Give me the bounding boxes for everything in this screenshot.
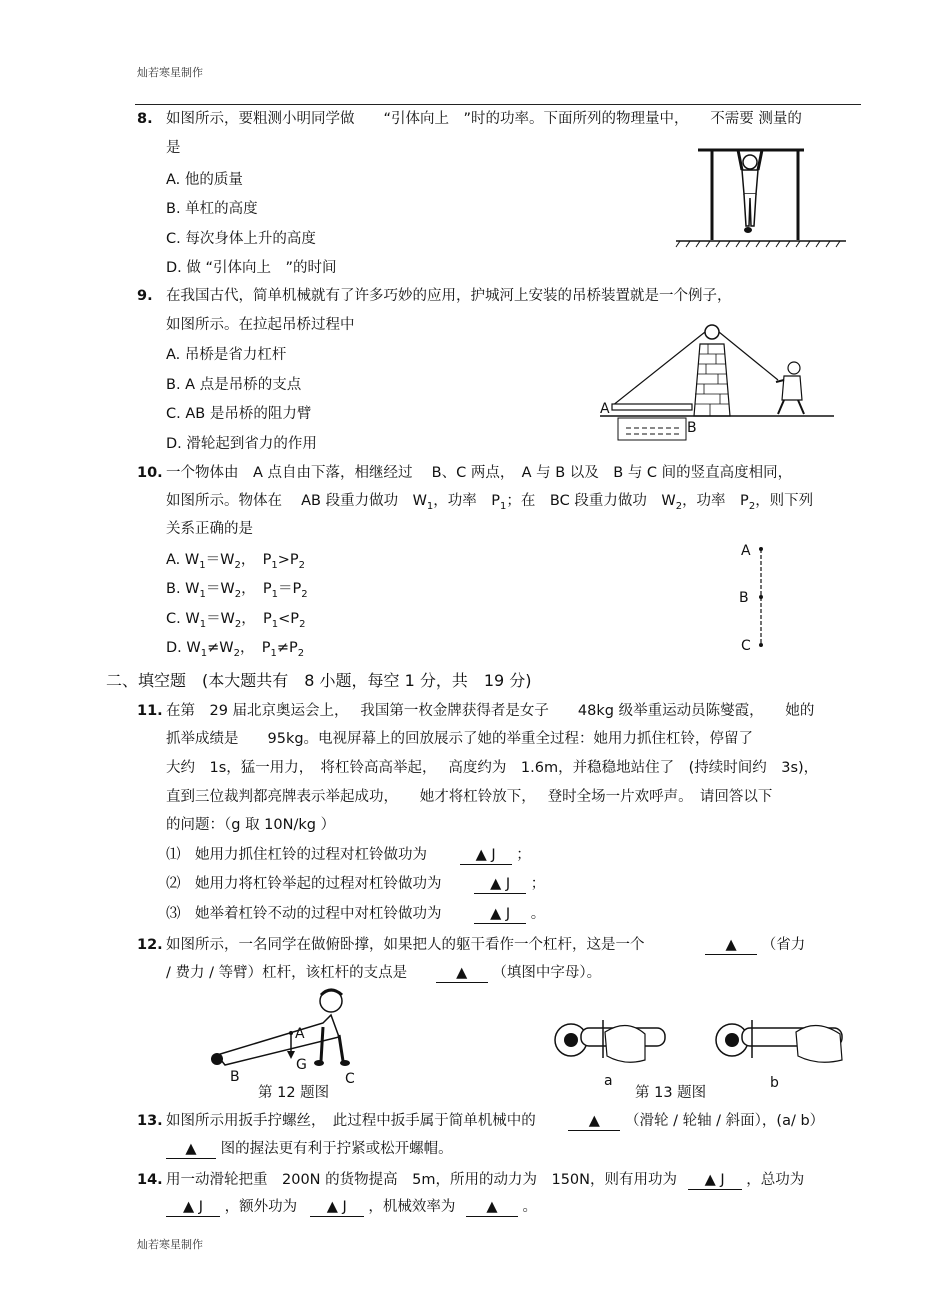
sub-question-text: ⑴ 她用力抓住杠铃的过程对杠铃做功为 <box>166 847 427 863</box>
text: （省力 <box>761 937 806 953</box>
answer-blank[interactable]: ▲ J <box>310 1198 364 1217</box>
option-d: D. 做 “引体向上 ”的时间 <box>166 260 337 276</box>
answer-blank[interactable]: ▲ <box>568 1112 620 1131</box>
question-stem-cont: 如图所示。物体在 AB 段重力做功 $W_1$，功率 $P_1$；在 BC 段重力做功 $W_2$，功率 $P_2$，则下列 <box>166 493 814 512</box>
sub-question-text: ⑶ 她举着杠铃不动的过程中对杠铃做功为 <box>166 906 442 922</box>
text: 。 <box>522 1199 538 1215</box>
option-b: B. 单杠的高度 <box>166 201 258 217</box>
question-number: 12. <box>137 937 163 953</box>
text: ，额外功为 <box>224 1199 298 1215</box>
figure-caption: 第 13 题图 <box>635 1085 707 1101</box>
text: 图的握法更有利于拧紧或松开螺帽。 <box>220 1141 453 1157</box>
option-c <box>166 610 305 634</box>
question-line: 大约 1s，猛一用力， 将杠铃高高举起， 高度约为 1.6m，并稳稳地站住了 (持续时间约 3s)， <box>166 760 819 776</box>
figure-caption: 第 12 题图 <box>258 1085 330 1101</box>
opt-part: <P <box>278 611 300 627</box>
wrench-figure-b <box>712 1010 852 1070</box>
question-stem-cont: 关系正确的是 <box>166 521 253 537</box>
sub: 2 <box>233 647 240 659</box>
punct: 。 <box>530 906 546 922</box>
option-d: D. 滑轮起到省力的作用 <box>166 436 317 452</box>
label-b: b <box>770 1075 779 1091</box>
question-line: 直到三位裁判都亮牌表示举起成功， 她才将杠铃放下， 登时全场一片欢呼声。 请回答以下 <box>166 789 773 805</box>
stem-part: ，则下列 <box>755 493 814 509</box>
option-c: C. AB 是吊桥的阻力臂 <box>166 406 312 422</box>
question-line <box>166 936 805 955</box>
answer-blank[interactable]: ▲ <box>705 936 757 955</box>
text: / 费力 / 等臂）杠杆，该杠杆的支点是 <box>166 965 408 981</box>
text: （滑轮 / 轮轴 / 斜面），(a/ b） <box>624 1113 825 1129</box>
question-stem: 在我国古代，简单机械就有了许多巧妙的应用，护城河上安装的吊桥装置就是一个例子， <box>166 288 732 304</box>
question-line: 的问题：（g 取 10N/kg ） <box>166 817 336 833</box>
question-line <box>166 1140 453 1159</box>
answer-blank[interactable]: ▲ <box>166 1140 216 1159</box>
label-b: B <box>230 1069 240 1085</box>
stem-part: 如图所示。物体在 AB 段重力做功 W <box>166 493 427 509</box>
pushup-figure <box>205 985 365 1075</box>
sub: 2 <box>297 647 305 659</box>
text: ，总功为 <box>746 1172 805 1188</box>
text: 如图所示，一名同学在做俯卧撑，如果把人的躯干看作一个杠杆，这是一个 <box>166 937 645 953</box>
answer-blank[interactable]: ▲ J <box>166 1198 220 1217</box>
opt-part: ＝W <box>206 611 235 627</box>
question-line: 在第 29 届北京奥运会上， 我国第一枚金牌获得者是女子 48kg 级举重运动员陈燮霞， 她的 <box>166 703 815 719</box>
punct: ； <box>530 876 546 892</box>
sub: 1 <box>199 618 207 630</box>
label-a: a <box>604 1073 613 1089</box>
label-g: G <box>296 1057 307 1073</box>
page-header: 灿若寒星制作 <box>137 66 203 79</box>
opt-part: ＝W <box>205 581 235 597</box>
option-a: A. 他的质量 <box>166 172 243 188</box>
answer-blank[interactable]: ▲ <box>436 964 488 983</box>
option-a <box>166 551 305 575</box>
question-number: 11. <box>137 703 163 719</box>
opt-part: ＝P <box>277 581 302 597</box>
sub: 1 <box>199 559 206 571</box>
question-number: 14. <box>137 1172 163 1188</box>
stem-part: ，功率 P <box>682 493 749 509</box>
stem-part: ；在 BC 段重力做功 W <box>506 493 676 509</box>
sub: 2 <box>234 559 241 571</box>
sub: 1 <box>271 559 278 571</box>
drawbridge-figure <box>598 320 838 450</box>
sub: 2 <box>299 618 306 630</box>
section-title: 二、填空题 (本大题共有 8 小题，每空 1 分，共 19 分) <box>106 671 532 690</box>
sub: 1 <box>271 618 279 630</box>
sub-question-text: ⑵ 她用力将杠铃举起的过程对杠铃做功为 <box>166 876 442 892</box>
question-number: 10. <box>137 465 163 481</box>
label-a: A <box>741 543 751 559</box>
opt-part: ， P <box>241 581 272 597</box>
opt-part: ， P <box>240 552 272 568</box>
option-b <box>166 580 308 604</box>
question-line <box>166 1112 824 1131</box>
page-footer: 灿若寒星制作 <box>137 1238 203 1251</box>
sub-question-1 <box>166 846 531 865</box>
label-b: B <box>739 590 749 606</box>
opt-part: ≠W <box>207 640 234 656</box>
text: （填图中字母）。 <box>492 965 602 981</box>
question-line <box>166 964 601 983</box>
opt-part: D. W <box>166 640 201 656</box>
question-line <box>166 1171 804 1190</box>
falling-object-figure <box>755 545 767 649</box>
opt-part: >P <box>277 552 299 568</box>
stem-part: ，功率 P <box>433 493 501 509</box>
header-rule <box>135 104 861 105</box>
sub: 2 <box>298 559 305 571</box>
sub-question-2 <box>166 875 545 894</box>
label-b: B <box>687 420 697 436</box>
label-a: A <box>295 1026 305 1042</box>
opt-part: A. W <box>166 552 200 568</box>
answer-blank[interactable]: ▲ J <box>688 1171 742 1190</box>
sub: 2 <box>234 588 242 600</box>
question-stem-cont: 是 <box>166 140 181 156</box>
answer-blank[interactable]: ▲ J <box>474 905 526 924</box>
option-a: A. 吊桥是省力杠杆 <box>166 347 287 363</box>
sub-question-3 <box>166 905 545 924</box>
label-c: C <box>345 1071 355 1087</box>
question-number: 9. <box>137 288 153 304</box>
question-stem-cont: 如图所示。在拉起吊桥过程中 <box>166 317 355 333</box>
question-stem: 一个物体由 A 点自由下落，相继经过 B、C 两点， A 与 B 以及 B 与 C 间的竖直高度相同， <box>166 465 793 481</box>
answer-blank[interactable]: ▲ J <box>474 875 526 894</box>
opt-part: ≠P <box>276 640 298 656</box>
answer-blank[interactable]: ▲ <box>466 1198 518 1217</box>
answer-blank[interactable]: ▲ J <box>460 846 512 865</box>
opt-part: ， P <box>239 640 271 656</box>
opt-part: ＝W <box>205 552 235 568</box>
question-line: 抓举成绩是 95kg。电视屏幕上的回放展示了她的举重全过程：她用力抓住杠铃，停留了 <box>166 731 754 747</box>
text: 如图所示用扳手拧螺丝， 此过程中扳手属于简单机械中的 <box>166 1113 536 1129</box>
label-c: C <box>741 638 751 654</box>
opt-part: C. W <box>166 611 200 627</box>
question-number: 8. <box>137 111 153 127</box>
text: ，机械效率为 <box>368 1199 456 1215</box>
opt-part: ， P <box>241 611 272 627</box>
text: 用一动滑轮把重 200N 的货物提高 5m，所用的动力为 150N，则有用功为 <box>166 1172 678 1188</box>
pullup-figure <box>676 140 848 250</box>
wrench-figure-a <box>545 1010 667 1070</box>
option-b: B. A 点是吊桥的支点 <box>166 377 302 393</box>
sub: 1 <box>271 588 278 600</box>
option-c: C. 每次身体上升的高度 <box>166 231 316 247</box>
sub: 1 <box>199 588 206 600</box>
sub: 2 <box>234 618 242 630</box>
opt-part: B. W <box>166 581 200 597</box>
sub: 1 <box>200 647 208 659</box>
punct: ； <box>516 847 531 863</box>
question-stem: 如图所示，要粗测小明同学做 “引体向上 ”时的功率。下面所列的物理量中， 不需要 测量的 <box>166 111 802 127</box>
option-d <box>166 639 304 663</box>
label-a: A <box>600 401 610 417</box>
question-line <box>166 1198 537 1217</box>
sub: 2 <box>301 588 308 600</box>
question-number: 13. <box>137 1113 163 1129</box>
sub: 1 <box>270 647 277 659</box>
